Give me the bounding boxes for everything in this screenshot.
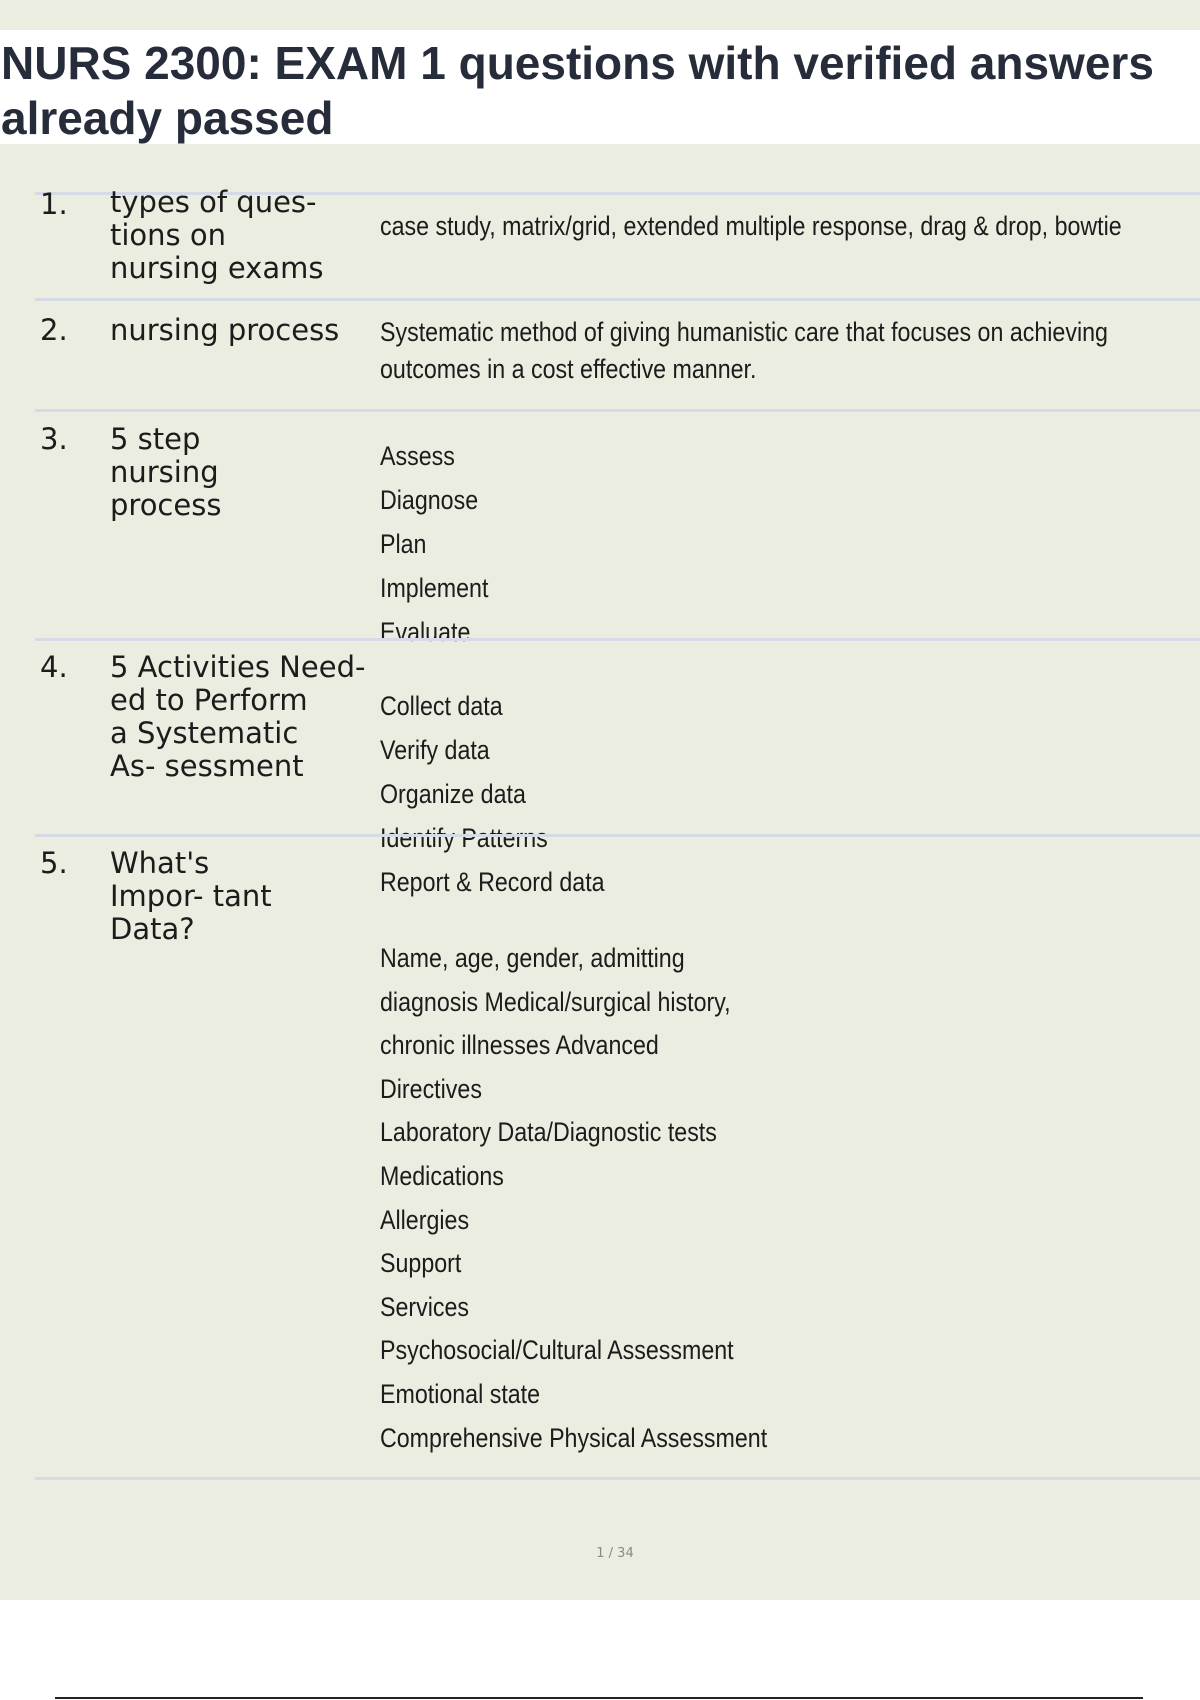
row-divider (35, 1477, 1200, 1480)
term-line: nursing exams (110, 251, 324, 285)
answer-line: Diagnose (380, 485, 479, 515)
question-number: 5. (40, 846, 68, 880)
title-block (0, 30, 1200, 144)
question-number: 2. (40, 313, 68, 347)
answer-line: chronic illnesses Advanced (380, 1030, 659, 1061)
row-divider (35, 409, 1200, 412)
term-line: a Systematic (110, 716, 299, 750)
answer-line: Assess (380, 441, 455, 471)
answer-line: Evaluate (380, 617, 471, 644)
term-line: types of ques- (110, 185, 317, 219)
answer-line: Laboratory Data/Diagnostic tests (380, 1117, 717, 1148)
term-line: 5 Activities Need- (110, 650, 366, 684)
question-number: 4. (40, 650, 68, 684)
answer-line: Report & Record data (380, 867, 605, 897)
answer-line: Plan (380, 529, 427, 559)
answer-line: case study, matrix/grid, extended multiple response, drag & drop, bowtie (380, 211, 1122, 241)
question-term (110, 847, 370, 946)
term-line: 5 step (110, 422, 201, 456)
question-term (110, 651, 370, 783)
question-number: 1. (40, 187, 68, 221)
answer-line: Implement (380, 573, 489, 603)
page-indicator: 1 / 34 (596, 1546, 634, 1561)
answer-line: Comprehensive Physical Assessment (380, 1422, 768, 1453)
term-line: process (110, 488, 222, 522)
qa-content (0, 144, 1200, 1600)
answer-line: Emotional state (380, 1378, 541, 1409)
term-line: As- sessment (110, 749, 304, 783)
document-title-line-1: NURS 2300: EXAM 1 questions with verified answers (1, 37, 1154, 89)
term-line: nursing (110, 455, 219, 489)
document-title (0, 30, 1200, 144)
answer-line: Organize data (380, 779, 526, 809)
question-answer (380, 314, 1197, 388)
term-line: Impor- tant (110, 879, 272, 913)
row-divider (35, 834, 1200, 837)
document-title-line-2: already passed (1, 92, 334, 144)
term-line: What's (110, 846, 210, 880)
question-number: 3. (40, 422, 68, 456)
answer-line: diagnosis Medical/surgical history, (380, 986, 731, 1017)
answer-line: Allergies (380, 1204, 470, 1235)
top-band (0, 0, 1200, 30)
row-divider (35, 298, 1200, 301)
answer-line: Directives (380, 1073, 482, 1104)
row-divider (35, 638, 1200, 641)
term-line: tions on (110, 218, 226, 252)
question-answer (380, 208, 1197, 245)
answer-line: Identify Patterns (380, 823, 548, 853)
answer-line: Collect data (380, 691, 503, 721)
answer-line: Psychosocial/Cultural Assessment (380, 1335, 734, 1366)
answer-line: Verify data (380, 735, 490, 765)
answer-line: outcomes in a cost effective manner. (380, 354, 757, 384)
question-answer (380, 937, 1072, 1460)
answer-line: Services (380, 1291, 470, 1322)
answer-line: Systematic method of giving humanistic care that focuses on achieving (380, 317, 1108, 347)
question-term (110, 314, 370, 347)
answer-line: Medications (380, 1160, 504, 1191)
footer-rule (55, 1697, 1143, 1699)
term-line: nursing process (110, 313, 340, 347)
question-answer (380, 684, 1072, 904)
question-term (110, 423, 370, 522)
question-term (110, 186, 370, 285)
question-answer (380, 434, 1072, 644)
term-line: Data? (110, 912, 195, 946)
answer-line: Support (380, 1248, 462, 1279)
answer-line: Name, age, gender, admitting (380, 943, 685, 973)
term-line: ed to Perform (110, 683, 308, 717)
